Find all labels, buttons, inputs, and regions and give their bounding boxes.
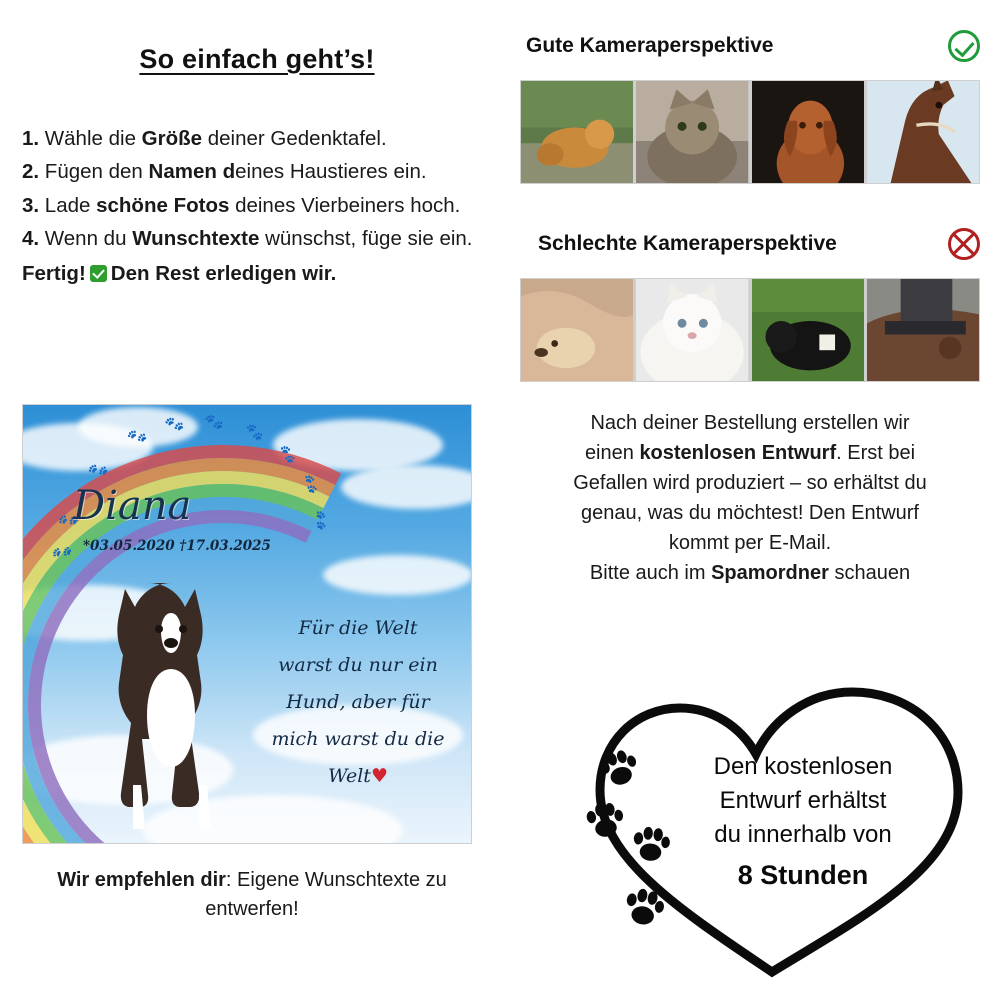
verse-line: warst du nur ein	[278, 654, 438, 677]
paw-print-icon: 🐾	[204, 413, 225, 432]
right-column	[520, 30, 980, 588]
heart-line-3: du innerhalb von	[714, 821, 892, 849]
left-column	[22, 30, 492, 290]
heart-line-4: 8 Stunden	[737, 860, 869, 891]
recommendation-text	[22, 866, 482, 924]
step-text-post: eines Haustieres ein.	[235, 160, 427, 184]
paw-print-icon: 🐾	[49, 539, 75, 566]
done-rest: Den Rest erledigen wir.	[110, 262, 337, 286]
list-item	[521, 279, 633, 381]
para-line-2-pre: einen	[584, 442, 640, 464]
para-line-2-bold: kostenlosen Entwurf	[639, 442, 837, 464]
para-line-6-pre: Bitte auch im	[589, 562, 712, 584]
paw-print-icon: 🐾	[85, 458, 111, 483]
para-line-6-bold: Spamordner	[711, 562, 829, 584]
paw-print-icon: 🐾	[275, 443, 300, 466]
list-item	[22, 190, 492, 221]
step-number: 2.	[22, 160, 40, 184]
check-icon	[90, 265, 107, 282]
heart-line-1: Den kostenlosen	[713, 753, 893, 780]
para-line-6-post: schauen	[828, 562, 911, 584]
step-text-bold: Größe	[141, 127, 203, 150]
paw-print-icon: 🐾	[125, 424, 150, 449]
paw-print-icon: 🐾	[243, 422, 265, 443]
list-item	[521, 81, 633, 183]
heart-line-2: Entwurf erhältst	[719, 787, 887, 815]
step-text-bold: Wunschtexte	[132, 227, 260, 251]
plaque-verse	[263, 610, 453, 795]
step-number: 3.	[22, 193, 40, 217]
list-item	[636, 279, 748, 381]
step-number: 4.	[22, 227, 40, 251]
step-text-pre: Lade	[39, 193, 97, 217]
list-item	[22, 223, 492, 254]
step-text-post: deines Vierbeiners hoch.	[229, 193, 461, 217]
step-text-pre: Wenn du	[39, 227, 133, 251]
list-item	[867, 81, 979, 183]
check-circle-icon	[948, 30, 980, 62]
step-text-post: deiner Gedenktafel.	[202, 127, 387, 150]
delivery-time-text	[678, 750, 928, 895]
delivery-time-heart-badge	[560, 672, 990, 992]
recommendation-bold: Wir empfehlen dir	[57, 869, 226, 891]
paw-print-icon: 🐾	[297, 472, 323, 497]
list-item	[867, 279, 979, 381]
bad-perspective-heading	[520, 228, 980, 260]
paw-print-icon	[628, 822, 674, 868]
list-item	[752, 279, 864, 381]
plaque-pet-name: Diana	[73, 483, 192, 529]
good-photo-strip	[520, 80, 980, 184]
step-text-pre: Fügen den	[39, 160, 149, 184]
list-item	[22, 156, 492, 187]
list-item	[752, 81, 864, 183]
list-item	[636, 81, 748, 183]
bad-perspective-label: Schlechte Kameraperspektive	[538, 232, 837, 255]
step-text-pre: Wähle die	[39, 127, 142, 150]
list-item	[22, 123, 492, 154]
good-perspective-label: Gute Kameraperspektive	[526, 34, 774, 57]
para-line-4: genau, was du möchtest! Den Entwurf	[581, 502, 919, 524]
pet-photo-cutout	[85, 573, 257, 843]
para-line-1: Nach deiner Bestellung erstellen wir	[590, 412, 910, 434]
para-line-2-post: . Erst bei	[836, 442, 916, 464]
bad-photo-strip	[520, 278, 980, 382]
plaque-dates: *03.05.2020 †17.03.2025	[83, 538, 271, 554]
good-perspective-heading	[520, 30, 980, 62]
verse-line: Hund, aber für	[286, 691, 430, 714]
order-info-paragraph	[520, 408, 980, 588]
memorial-plaque-preview	[22, 404, 472, 844]
step-text-post: wünschst, füge sie ein.	[259, 227, 473, 251]
done-label: Fertig!	[22, 262, 86, 286]
verse-line: Für die Welt	[298, 617, 418, 639]
verse-line-last: Welt♥	[328, 765, 388, 788]
paw-print-icon: 🐾	[55, 507, 81, 534]
heart-icon: ♥	[370, 765, 388, 788]
step-text-bold: schöne Fotos	[96, 193, 230, 217]
step-number: 1.	[22, 127, 40, 150]
done-line	[22, 258, 492, 289]
para-line-3: Gefallen wird produziert – so erhältst du	[573, 472, 927, 494]
step-text-bold: Namen d	[148, 160, 236, 184]
paw-print-icon	[596, 746, 642, 792]
para-line-5: kommt per E-Mail.	[668, 532, 832, 554]
recommendation-rest: : Eigene Wunschtexte zu entwerfen!	[205, 869, 447, 920]
steps-list	[22, 123, 492, 290]
verse-line: mich warst du die	[271, 728, 445, 751]
page-title: So einfach geht’s!	[139, 44, 375, 74]
paw-print-icon	[582, 798, 628, 844]
paw-print-icon: 🐾	[163, 413, 186, 436]
paw-print-icon	[620, 884, 668, 932]
cross-circle-icon	[948, 228, 980, 260]
paw-print-icon: 🐾	[307, 507, 333, 534]
